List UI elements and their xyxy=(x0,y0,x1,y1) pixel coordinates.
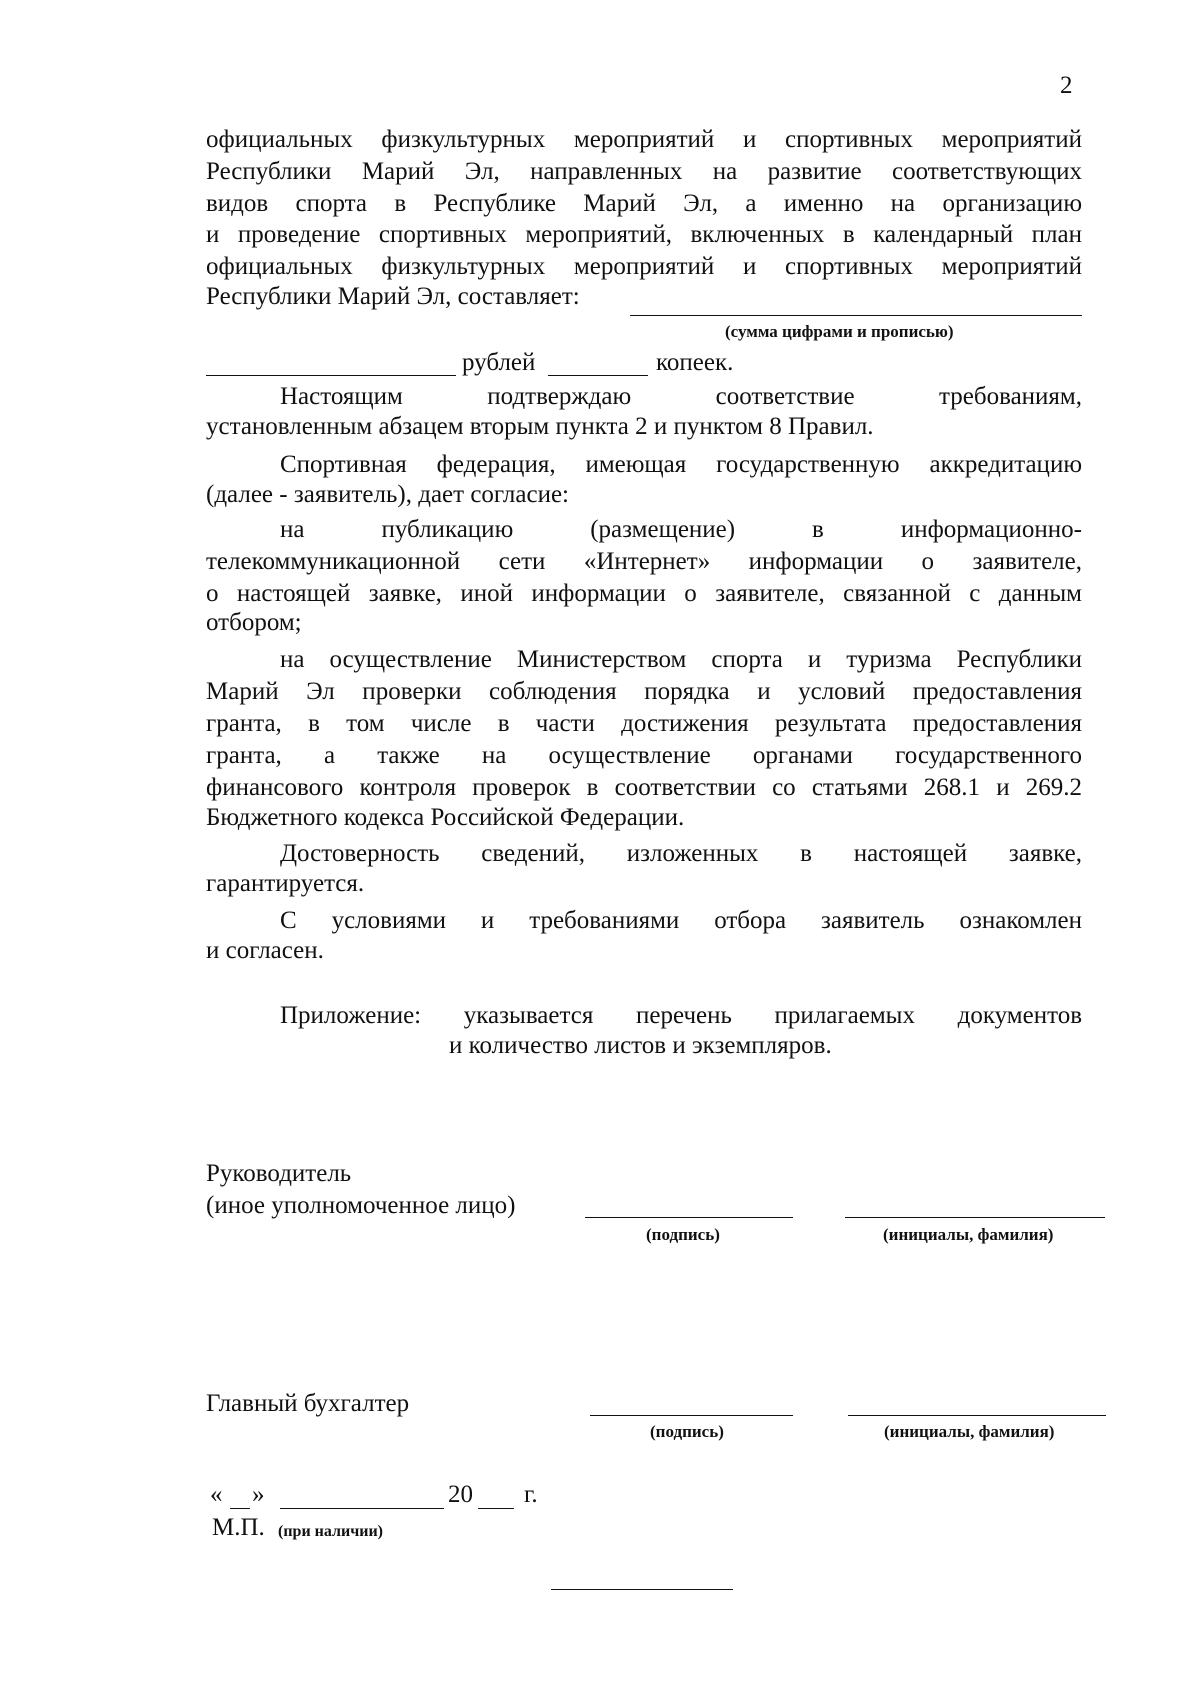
accountant-signature-caption: (подпись) xyxy=(650,1422,724,1441)
month-blank-line xyxy=(280,1508,444,1509)
stamp-note: (при наличии) xyxy=(278,1523,384,1540)
head-name-caption: (инициалы, фамилия) xyxy=(883,1225,1054,1244)
text-line: Достоверность сведений, изложенных в настоящей заявке, xyxy=(280,840,1082,867)
text-line: на публикацию (размещение) в информационно- xyxy=(280,516,1082,543)
accountant-label: Главный бухгалтер xyxy=(206,1390,410,1417)
text-line: установленным абзацем вторым пункта 2 и пунктом 8 Правил. xyxy=(206,413,874,440)
year-suffix: г. xyxy=(524,1481,538,1508)
text-line: о настоящей заявке, иной информации о заявителе, связанной с данным xyxy=(206,580,1082,607)
text-line: Бюджетного кодекса Российской Федерации. xyxy=(206,804,685,831)
rubles-blank-line xyxy=(206,375,456,376)
text-line: Настоящим подтверждаю соответствие требованиям, xyxy=(280,383,1082,410)
text-line: гранта, в том числе в части достижения результата предоставления xyxy=(206,710,1082,737)
text-line: отбором; xyxy=(206,609,302,636)
text-line: Республики Марий Эл, составляет: xyxy=(206,283,580,310)
text-line: официальных физкультурных мероприятий и спортивных мероприятий xyxy=(206,126,1082,153)
head-signature-caption: (подпись) xyxy=(646,1225,720,1244)
text-line: (далее - заявитель), дает согласие: xyxy=(206,481,569,508)
head-subtitle: (иное уполномоченное лицо) xyxy=(206,1192,516,1219)
text-line: видов спорта в Республике Марий Эл, а именно на организацию xyxy=(206,190,1082,217)
accountant-name-caption: (инициалы, фамилия) xyxy=(884,1422,1055,1441)
text-line: Спортивная федерация, имеющая государственную аккредитацию xyxy=(280,451,1082,478)
text-line: С условиями и требованиями отбора заявитель ознакомлен xyxy=(280,907,1082,934)
stamp-label: М.П. xyxy=(212,1514,265,1541)
head-title: Руководитель xyxy=(206,1160,352,1187)
sum-blank-line xyxy=(630,315,1082,316)
text-line: гарантируется. xyxy=(206,870,365,897)
appendix-line: и количество листов и экземпляров. xyxy=(449,1032,832,1059)
text-line: и согласен. xyxy=(206,937,324,964)
sum-caption: (сумма цифрами и прописью) xyxy=(725,322,954,341)
head-signature-line xyxy=(585,1217,793,1218)
date-quote-close: » xyxy=(252,1481,265,1508)
accountant-signature-line xyxy=(590,1415,793,1416)
closing-separator xyxy=(551,1589,733,1590)
page-number: 2 xyxy=(1060,72,1073,99)
text-line: гранта, а также на осуществление органами государственного xyxy=(206,742,1082,769)
kopecks-blank-line xyxy=(548,375,648,376)
accountant-name-line xyxy=(848,1415,1106,1416)
date-quote-open: « xyxy=(210,1481,223,1508)
text-line: и проведение спортивных мероприятий, включенных в календарный план xyxy=(206,221,1082,248)
year-blank-line xyxy=(478,1508,514,1509)
text-line: финансового контроля проверок в соответствии со статьями 268.1 и 269.2 xyxy=(206,774,1082,801)
appendix-line: Приложение: указывается перечень прилагаемых документов xyxy=(280,1002,1082,1029)
head-name-line xyxy=(845,1217,1105,1218)
text-line: официальных физкультурных мероприятий и спортивных мероприятий xyxy=(206,253,1082,280)
text-line: Марий Эл проверки соблюдения порядка и условий предоставления xyxy=(206,678,1082,705)
text-line: телекоммуникационной сети «Интернет» информации о заявителе, xyxy=(206,548,1082,575)
text-line: Республики Марий Эл, направленных на развитие соответствующих xyxy=(206,158,1082,185)
year-prefix: 20 xyxy=(448,1481,473,1508)
kopecks-label: копеек. xyxy=(656,349,734,376)
day-blank-line xyxy=(230,1508,250,1509)
text-line: на осуществление Министерством спорта и туризма Республики xyxy=(280,646,1082,673)
rubles-label: рублей xyxy=(462,349,536,376)
